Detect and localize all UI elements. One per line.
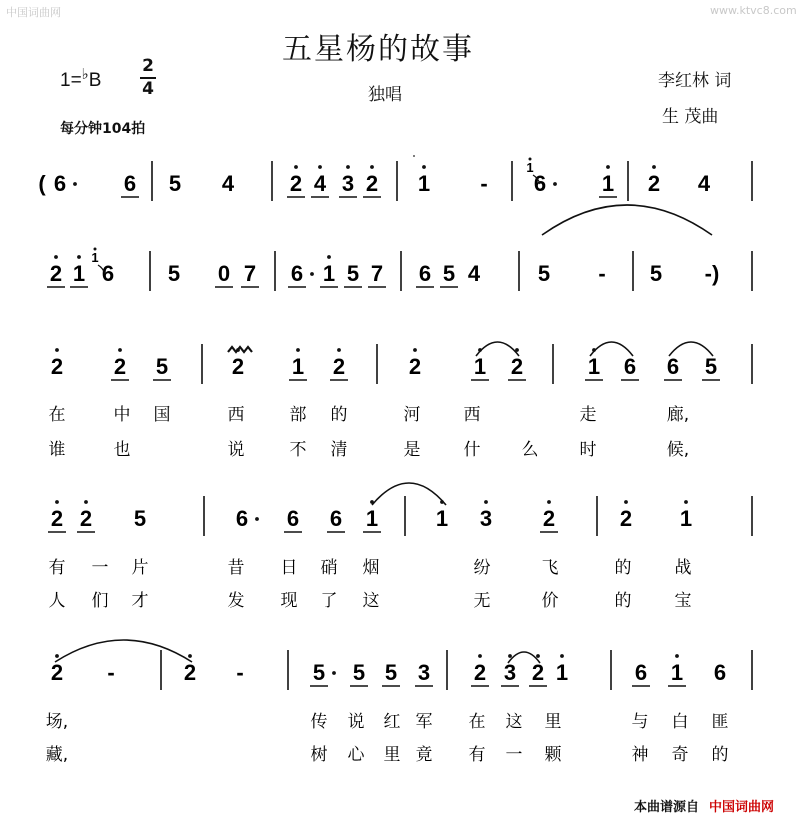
note-5: 5: [167, 261, 181, 286]
lyric-char: 说: [227, 440, 245, 460]
note-6: 6: [53, 171, 67, 196]
note-4: 4: [697, 171, 711, 196]
lyric-char: 颗: [544, 745, 562, 765]
note-6: 6: [666, 354, 680, 379]
lyric-char: 在: [468, 712, 486, 732]
note-2: 2: [647, 171, 661, 196]
octave-dot: [296, 348, 300, 352]
lyric-char: 廊,: [666, 405, 690, 425]
lyric-char: 谁: [48, 440, 66, 460]
lyric-char: 飞: [541, 558, 559, 578]
octave-dot: [54, 255, 58, 259]
lyric-char: 战: [674, 558, 692, 578]
watermark-left: 中国词曲网: [6, 6, 61, 19]
lyric-char: 这: [505, 712, 523, 732]
lyric-char: 也: [113, 440, 131, 460]
note-6: 6: [235, 506, 249, 531]
note-5: 5: [537, 261, 551, 286]
lyric-char: 河: [403, 405, 421, 425]
slur-arc: [542, 205, 712, 235]
lyric-char: 部: [289, 405, 307, 425]
lyric-char: 传: [310, 712, 328, 732]
note-6: 6: [713, 660, 727, 685]
octave-dot: [318, 165, 322, 169]
note-1: 1: [322, 261, 336, 286]
lyric-char: 竟: [415, 745, 433, 765]
lyric-char: 什: [463, 440, 481, 460]
note-4: 4: [221, 171, 235, 196]
note-6: 6: [286, 506, 300, 531]
note-2: 2: [289, 171, 303, 196]
octave-dot: [624, 500, 628, 504]
lyric-char: 硝: [320, 558, 338, 578]
lyric-char: 树: [310, 745, 328, 765]
augmentation-dot: [310, 272, 314, 276]
octave-dot: [606, 165, 610, 169]
lyric-char: 无: [473, 591, 491, 611]
octave-dot: [55, 654, 59, 658]
octave-dot: [346, 165, 350, 169]
source-note: [634, 796, 774, 815]
score-symbol: -): [704, 261, 720, 286]
note-2: 2: [183, 660, 197, 685]
lyric-char: 红: [383, 712, 401, 732]
lyric-char: 的: [614, 591, 632, 611]
note-2: 2: [531, 660, 545, 685]
note-6: 6: [123, 171, 137, 196]
score-symbol: -: [480, 171, 488, 196]
song-title: 五星杨的故事: [282, 32, 474, 67]
lyricist-credit: 李红林 词: [658, 71, 732, 91]
lyric-char: 片: [131, 558, 149, 578]
note-1: 1: [679, 506, 693, 531]
key-note: B: [88, 70, 102, 91]
augmentation-dot: [255, 517, 259, 521]
note-7: 7: [370, 261, 384, 286]
lyric-char: 们: [91, 591, 109, 611]
key-prefix: 1=: [60, 70, 82, 91]
note-6: 6: [101, 261, 115, 286]
performance-type: 独唱: [368, 85, 402, 105]
score-symbol: -: [236, 660, 244, 685]
lyric-char: 说: [347, 712, 365, 732]
note-2: 2: [50, 660, 64, 685]
lyric-char: 了: [320, 591, 338, 611]
lyric-char: 宝: [674, 591, 692, 611]
lyric-char: 不: [289, 440, 307, 460]
lyric-char: 的: [614, 558, 632, 578]
lyric-char: 中: [113, 405, 131, 425]
note-1: 1: [473, 354, 487, 379]
note-2: 2: [619, 506, 633, 531]
note-6: 6: [623, 354, 637, 379]
note-4: 4: [467, 261, 481, 286]
octave-dot: [560, 654, 564, 658]
composer-credit: 生 茂曲: [662, 107, 719, 127]
lyric-char: 的: [330, 405, 348, 425]
grace-note: 1: [526, 160, 534, 175]
lyric-char: 时: [579, 440, 597, 460]
score-symbol: -: [107, 660, 115, 685]
lyric-char: 的: [711, 745, 729, 765]
lyric-char: 一: [505, 745, 523, 765]
note-1: 1: [365, 506, 379, 531]
lyric-char: 奇: [671, 745, 689, 765]
octave-dot: [413, 348, 417, 352]
lyric-char: 在: [48, 405, 66, 425]
octave-dot: [370, 165, 374, 169]
lyric-char: 场,: [45, 712, 69, 732]
note-2: 2: [473, 660, 487, 685]
octave-dot: [118, 348, 122, 352]
note-6: 6: [634, 660, 648, 685]
note-2: 2: [231, 354, 245, 379]
lyric-char: 匪: [711, 712, 729, 732]
note-5: 5: [384, 660, 398, 685]
lyric-char: 白: [671, 712, 689, 732]
note-2: 2: [408, 354, 422, 379]
octave-dot: [294, 165, 298, 169]
note-3: 3: [341, 171, 355, 196]
stray-mark: [413, 155, 415, 157]
note-1: 1: [417, 171, 431, 196]
note-5: 5: [133, 506, 147, 531]
note-2: 2: [332, 354, 346, 379]
watermark-right: www.ktvc8.com: [710, 4, 797, 17]
octave-dot: [77, 255, 81, 259]
note-6: 6: [533, 171, 547, 196]
note-2: 2: [365, 171, 379, 196]
note-2: 2: [113, 354, 127, 379]
octave-dot: [547, 500, 551, 504]
note-5: 5: [352, 660, 366, 685]
lyric-char: 走: [579, 405, 597, 425]
tempo-marking: 每分钟104拍: [60, 121, 146, 137]
note-5: 5: [168, 171, 182, 196]
octave-dot: [422, 165, 426, 169]
lyric-char: 里: [544, 712, 562, 732]
note-5: 5: [704, 354, 718, 379]
note-5: 5: [442, 261, 456, 286]
note-2: 2: [50, 506, 64, 531]
octave-dot: [675, 654, 679, 658]
octave-dot: [484, 500, 488, 504]
note-2: 2: [79, 506, 93, 531]
score-symbol: -: [598, 261, 606, 286]
note-3: 3: [417, 660, 431, 685]
source-site: 中国词曲网: [709, 800, 775, 815]
lyric-char: 是: [403, 440, 421, 460]
augmentation-dot: [553, 182, 557, 186]
lyric-char: 才: [131, 591, 149, 611]
lyric-char: 西: [227, 405, 245, 425]
lyric-char: 这: [362, 591, 380, 611]
octave-dot: [652, 165, 656, 169]
octave-dot: [684, 500, 688, 504]
note-1: 1: [601, 171, 615, 196]
lyric-char: 发: [227, 591, 245, 611]
note-1: 1: [72, 261, 86, 286]
lyric-char: 现: [280, 591, 298, 611]
lyric-char: 日: [280, 558, 298, 578]
flat-symbol: ♭: [81, 66, 89, 83]
augmentation-dot: [73, 182, 77, 186]
note-2: 2: [49, 261, 63, 286]
time-bottom: 4: [142, 79, 154, 99]
lyric-char: 候,: [666, 440, 690, 460]
lyric-char: 军: [415, 712, 433, 732]
note-1: 1: [670, 660, 684, 685]
lyric-char: 有: [48, 558, 66, 578]
lyric-char: 昔: [227, 558, 245, 578]
source-label: 本曲谱源自: [634, 800, 700, 815]
octave-dot: [55, 500, 59, 504]
lyric-char: 清: [330, 440, 348, 460]
note-5: 5: [346, 261, 360, 286]
note-6: 6: [329, 506, 343, 531]
lyric-char: 有: [468, 745, 486, 765]
note-1: 1: [555, 660, 569, 685]
note-4: 4: [313, 171, 327, 196]
lyric-char: 国: [153, 405, 171, 425]
note-3: 3: [479, 506, 493, 531]
slur-arc: [55, 640, 192, 662]
octave-dot: [536, 654, 540, 658]
note-5: 5: [649, 261, 663, 286]
grace-note: 1: [91, 250, 99, 265]
lyric-char: 纷: [473, 558, 491, 578]
note-2: 2: [542, 506, 556, 531]
time-top: 2: [142, 56, 154, 76]
lyric-char: 烟: [362, 558, 380, 578]
note-5: 5: [312, 660, 326, 685]
lyric-char: 藏,: [45, 745, 69, 765]
octave-dot: [94, 248, 97, 251]
note-2: 2: [510, 354, 524, 379]
augmentation-dot: [332, 671, 336, 675]
lyric-char: 与: [631, 712, 649, 732]
slur-arc: [372, 483, 446, 505]
octave-dot: [508, 654, 512, 658]
octave-dot: [529, 158, 532, 161]
score-symbol: (: [38, 171, 46, 196]
note-5: 5: [155, 354, 169, 379]
mordent-mark: [228, 347, 252, 352]
octave-dot: [84, 500, 88, 504]
octave-dot: [327, 255, 331, 259]
note-3: 3: [503, 660, 517, 685]
note-6: 6: [418, 261, 432, 286]
lyric-char: 价: [541, 591, 559, 611]
note-7: 7: [243, 261, 257, 286]
lyric-char: 一: [91, 558, 109, 578]
note-1: 1: [435, 506, 449, 531]
lyric-char: 心: [347, 745, 365, 765]
octave-dot: [188, 654, 192, 658]
lyric-char: 西: [463, 405, 481, 425]
note-1: 1: [587, 354, 601, 379]
lyric-char: 人: [48, 591, 66, 611]
note-6: 6: [290, 261, 304, 286]
lyric-char: 里: [383, 745, 401, 765]
note-2: 2: [50, 354, 64, 379]
note-0: 0: [217, 261, 231, 286]
octave-dot: [337, 348, 341, 352]
note-1: 1: [291, 354, 305, 379]
octave-dot: [55, 348, 59, 352]
lyric-char: 么: [521, 440, 539, 460]
lyric-char: 神: [631, 745, 649, 765]
octave-dot: [478, 654, 482, 658]
